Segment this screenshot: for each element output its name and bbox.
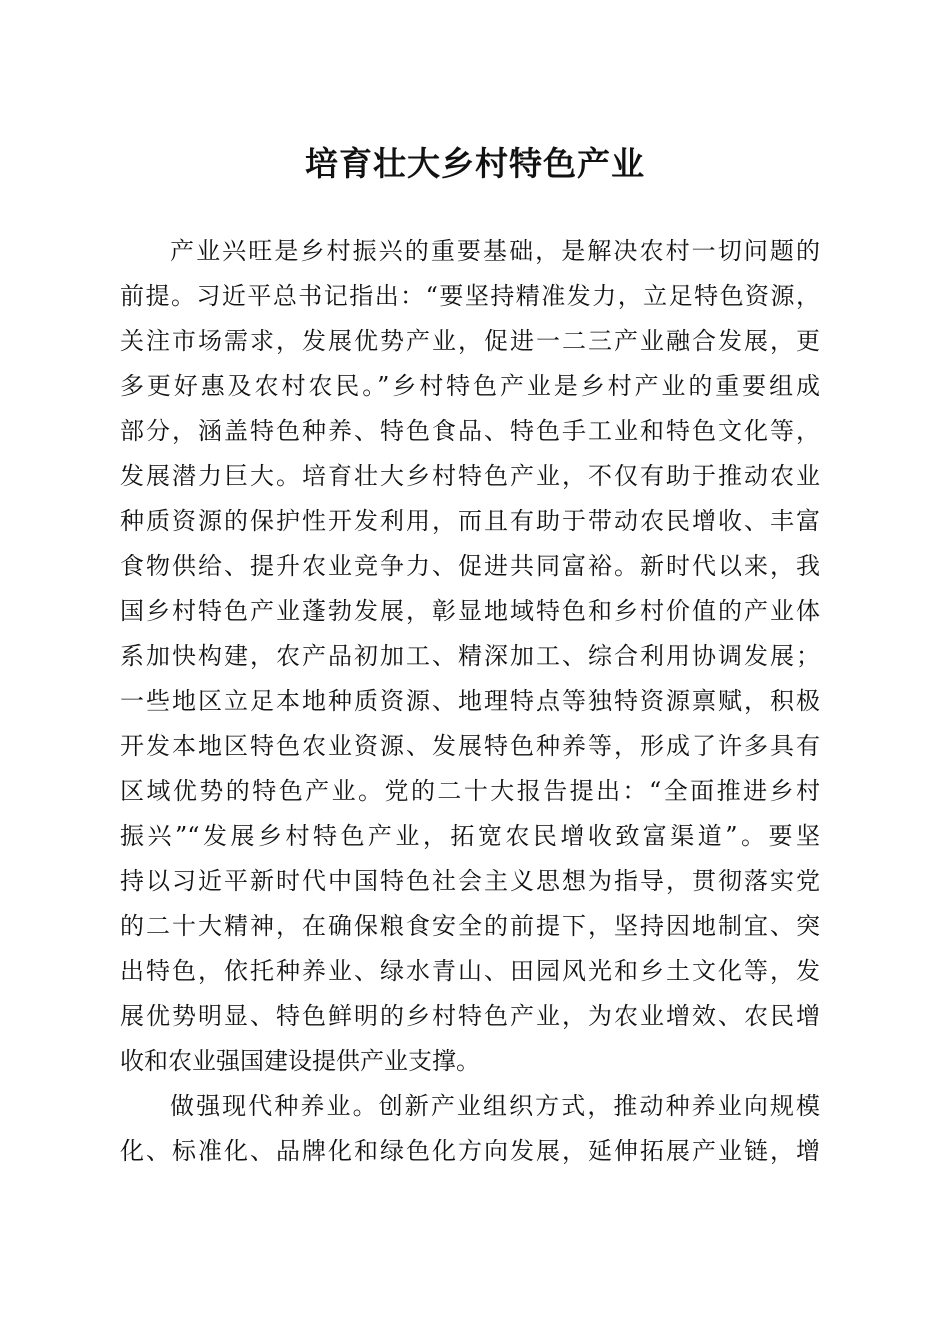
paragraph-line: 振兴”“发展乡村特色产业，拓宽农民增收致富渠道”。要坚 — [120, 822, 820, 850]
paragraph-line: 持以习近平新时代中国特色社会主义思想为指导，贯彻落实党 — [120, 867, 820, 895]
paragraph-line: 出特色，依托种养业、绿水青山、田园风光和乡土文化等，发 — [120, 957, 820, 985]
paragraph-line: 多更好惠及农村农民。”乡村特色产业是乡村产业的重要组成 — [120, 372, 820, 400]
paragraph-line: 食物供给、提升农业竞争力、促进共同富裕。新时代以来，我 — [120, 552, 820, 580]
paragraph-line: 做强现代种养业。创新产业组织方式，推动种养业向规模 — [170, 1092, 820, 1120]
paragraph-line: 展优势明显、特色鲜明的乡村特色产业，为农业增效、农民增 — [120, 1002, 820, 1030]
paragraph-line: 的二十大精神，在确保粮食安全的前提下，坚持因地制宜、突 — [120, 912, 820, 940]
paragraph-line: 系加快构建，农产品初加工、精深加工、综合利用协调发展； — [120, 642, 820, 670]
paragraph-line: 产业兴旺是乡村振兴的重要基础，是解决农村一切问题的 — [170, 237, 820, 265]
paragraph-line: 化、标准化、品牌化和绿色化方向发展，延伸拓展产业链，增 — [120, 1137, 820, 1165]
paragraph-line: 区域优势的特色产业。党的二十大报告提出：“全面推进乡村 — [120, 777, 820, 805]
paragraph-line: 国乡村特色产业蓬勃发展，彰显地域特色和乡村价值的产业体 — [120, 597, 820, 625]
paragraph-line: 发展潜力巨大。培育壮大乡村特色产业，不仅有助于推动农业 — [120, 462, 820, 490]
paragraph-line: 收和农业强国建设提供产业支撑。 — [120, 1047, 480, 1075]
paragraph-line: 种质资源的保护性开发利用，而且有助于带动农民增收、丰富 — [120, 507, 820, 535]
paragraph-line: 部分，涵盖特色种养、特色食品、特色手工业和特色文化等， — [120, 417, 820, 445]
paragraph-line: 开发本地区特色农业资源、发展特色种养等，形成了许多具有 — [120, 732, 820, 760]
document-title: 培育壮大乡村特色产业 — [305, 144, 645, 183]
document-body — [120, 229, 820, 1174]
paragraph-line: 关注市场需求，发展优势产业，促进一二三产业融合发展，更 — [120, 327, 820, 355]
paragraph-line: 前提。习近平总书记指出：“要坚持精准发力，立足特色资源， — [120, 282, 820, 310]
paragraph-line: 一些地区立足本地种质资源、地理特点等独特资源禀赋，积极 — [120, 687, 820, 715]
